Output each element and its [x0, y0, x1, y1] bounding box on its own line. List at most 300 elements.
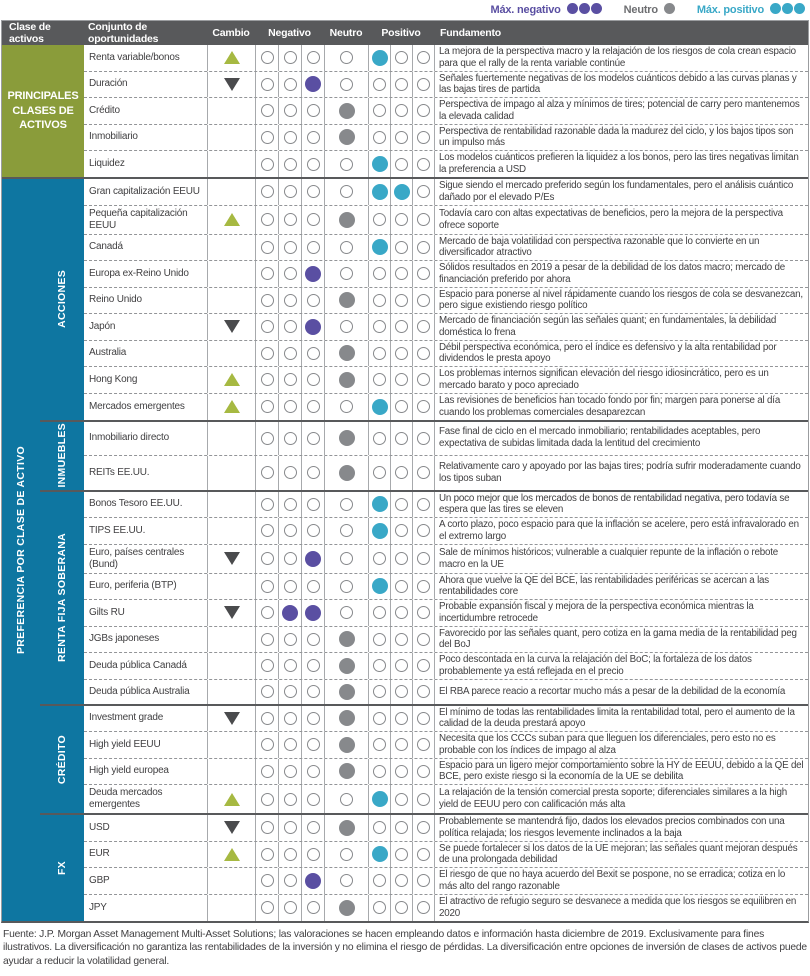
empty-rating-circle — [307, 373, 320, 386]
positive-rating-dot — [372, 184, 388, 200]
empty-rating-circle — [417, 633, 430, 646]
fx-band-label: FX — [56, 861, 68, 875]
neutral-rating-dot — [339, 103, 355, 119]
opportunity-label: Europa ex-Reino Unido — [84, 261, 207, 287]
empty-rating-circle — [395, 874, 408, 887]
preferencia-band-label: PREFERENCIA POR CLASE DE ACTIVO — [15, 446, 27, 654]
empty-rating-circle — [261, 848, 274, 861]
empty-rating-circle — [373, 131, 386, 144]
subgroup-band-fx — [40, 815, 84, 921]
header-negative: Negativo — [255, 27, 324, 39]
change-down-icon — [224, 320, 240, 333]
group-principales-clases — [2, 45, 808, 177]
table-row — [84, 706, 808, 733]
empty-rating-circle — [307, 848, 320, 861]
opportunity-label: Hong Kong — [84, 367, 207, 393]
table-row — [84, 125, 808, 152]
opportunity-label: Renta variable/bonos — [84, 45, 207, 71]
opportunity-label: High yield europea — [84, 759, 207, 785]
table-row — [84, 653, 808, 680]
empty-rating-circle — [284, 158, 297, 171]
empty-rating-circle — [340, 78, 353, 91]
empty-rating-circle — [284, 552, 297, 565]
empty-rating-circle — [261, 241, 274, 254]
table-row — [84, 518, 808, 545]
empty-rating-circle — [261, 104, 274, 117]
table-row — [84, 785, 808, 813]
empty-rating-circle — [417, 241, 430, 254]
change-up-icon — [224, 373, 240, 386]
neutral-rating-dot — [339, 900, 355, 916]
empty-rating-circle — [284, 373, 297, 386]
empty-rating-circle — [261, 347, 274, 360]
empty-rating-circle — [284, 51, 297, 64]
negative-rating-dot — [282, 605, 298, 621]
change-down-icon — [224, 712, 240, 725]
change-cell — [207, 868, 255, 894]
opportunity-label: Mercados emergentes — [84, 394, 207, 420]
empty-rating-circle — [284, 213, 297, 226]
empty-rating-circle — [373, 606, 386, 619]
empty-rating-circle — [417, 524, 430, 537]
source-footnote: Fuente: J.P. Morgan Asset Management Multi-Asset Solutions; las valoraciones se hacen empleando datos e información hasta diciembre de 2019. Exclusivamente para fines ilustrativos. La diversificación no garantiza las rentabilidades de la inversión y no elimina el riesgo de pérdidas. La diversificación entre opciones de inversión de clases de activos puede ayudar a reducir la volatilidad general. — [1, 923, 809, 976]
rationale-text: Un poco mejor que los mercados de bonos de rentabilidad negativa, pero todavía se espera que las tires se eleven — [434, 492, 808, 518]
empty-rating-circle — [340, 580, 353, 593]
empty-rating-circle — [395, 606, 408, 619]
positive-rating-dot — [372, 50, 388, 66]
empty-rating-circle — [307, 498, 320, 511]
opportunity-label: USD — [84, 815, 207, 841]
neutral-rating-dot — [339, 820, 355, 836]
empty-rating-circle — [261, 466, 274, 479]
empty-rating-circle — [417, 765, 430, 778]
change-cell — [207, 151, 255, 177]
neutral-dot-icon — [663, 3, 675, 17]
empty-rating-circle — [284, 498, 297, 511]
empty-rating-circle — [307, 765, 320, 778]
change-up-icon — [224, 848, 240, 861]
empty-rating-circle — [340, 51, 353, 64]
empty-rating-circle — [261, 213, 274, 226]
negative-rating-dot — [305, 551, 321, 567]
fx-rows — [84, 815, 808, 921]
empty-rating-circle — [284, 294, 297, 307]
change-cell — [207, 98, 255, 124]
rationale-text: Espacio para un ligero mejor comportamiento sobre la HY de EEUU, debido a la QE del BCE, pero existe riesgo si la economía de la UE se debilita — [434, 759, 808, 785]
empty-rating-circle — [340, 524, 353, 537]
empty-rating-circle — [340, 874, 353, 887]
table-row — [84, 492, 808, 519]
credito-rows — [84, 706, 808, 814]
empty-rating-circle — [417, 466, 430, 479]
empty-rating-circle — [417, 51, 430, 64]
change-up-icon — [224, 400, 240, 413]
empty-rating-circle — [284, 901, 297, 914]
opportunity-label: TIPS EE.UU. — [84, 518, 207, 544]
positive-rating-dot — [372, 523, 388, 539]
rationale-text: Se puede fortalecer si los datos de la UE mejoran; las señales quant mejoran después de una prolongada debilidad — [434, 842, 808, 868]
empty-rating-circle — [261, 267, 274, 280]
legend-neutral-label: Neutro — [624, 4, 658, 16]
empty-rating-circle — [417, 874, 430, 887]
empty-rating-circle — [284, 241, 297, 254]
empty-rating-circle — [307, 104, 320, 117]
empty-rating-circle — [261, 659, 274, 672]
negative-rating-dot — [305, 266, 321, 282]
header-positive: Positivo — [368, 27, 434, 39]
empty-rating-circle — [395, 712, 408, 725]
empty-rating-circle — [417, 158, 430, 171]
empty-rating-circle — [373, 78, 386, 91]
rationale-text: La mejora de la perspectiva macro y la relajación de los riesgos de cola crean espacio para que el rally de la renta variable continúe — [434, 45, 808, 71]
empty-rating-circle — [307, 524, 320, 537]
rationale-text: Probablemente se mantendrá fijo, dados los elevados precios combinados con una política relajada; los riesgos levemente inclinados a la baja — [434, 815, 808, 841]
table-row — [84, 545, 808, 574]
table-row — [84, 759, 808, 786]
table-row — [84, 868, 808, 895]
empty-rating-circle — [373, 267, 386, 280]
empty-rating-circle — [373, 213, 386, 226]
empty-rating-circle — [417, 432, 430, 445]
empty-rating-circle — [340, 158, 353, 171]
table-row — [84, 341, 808, 368]
positive-rating-dot — [394, 184, 410, 200]
rationale-text: Fase final de ciclo en el mercado inmobiliario; rentabilidades aceptables, pero expectativa de subidas limitada dada la lentitud del crecimiento — [434, 422, 808, 455]
neutral-rating-dot — [339, 763, 355, 779]
inmuebles-band-label: INMUEBLES — [56, 423, 68, 488]
neutral-rating-dot — [339, 372, 355, 388]
change-cell — [207, 545, 255, 573]
change-cell — [207, 815, 255, 841]
empty-rating-circle — [284, 347, 297, 360]
empty-rating-circle — [395, 78, 408, 91]
subgroup-band-credito — [40, 706, 84, 814]
empty-rating-circle — [307, 185, 320, 198]
change-down-icon — [224, 606, 240, 619]
opportunity-label: High yield EEUU — [84, 732, 207, 758]
inmuebles-rows — [84, 422, 808, 490]
empty-rating-circle — [284, 267, 297, 280]
empty-rating-circle — [261, 874, 274, 887]
subgroup-fx — [40, 813, 808, 921]
rationale-text: El mínimo de todas las rentabilidades limita la rentabilidad total, pero el aumento de la calidad de la deuda prestará apoyo — [434, 706, 808, 732]
change-cell — [207, 341, 255, 367]
empty-rating-circle — [261, 580, 274, 593]
empty-rating-circle — [373, 320, 386, 333]
empty-rating-circle — [284, 712, 297, 725]
empty-rating-circle — [261, 78, 274, 91]
empty-rating-circle — [373, 821, 386, 834]
change-cell — [207, 125, 255, 151]
rationale-text: Favorecido por las señales quant, pero cotiza en la gama media de la rentabilidad peg del BoJ — [434, 627, 808, 653]
empty-rating-circle — [261, 51, 274, 64]
empty-rating-circle — [373, 432, 386, 445]
empty-rating-circle — [284, 738, 297, 751]
opportunity-label: Euro, periferia (BTP) — [84, 574, 207, 600]
empty-rating-circle — [395, 241, 408, 254]
empty-rating-circle — [395, 633, 408, 646]
opportunity-label: Japón — [84, 314, 207, 340]
opportunity-label: GBP — [84, 868, 207, 894]
table-row — [84, 72, 808, 99]
opportunity-label: Deuda pública Australia — [84, 680, 207, 704]
change-cell — [207, 574, 255, 600]
empty-rating-circle — [261, 373, 274, 386]
table-row — [84, 367, 808, 394]
opportunity-label: Deuda mercados emergentes — [84, 785, 207, 813]
acciones-band-label: ACCIONES — [56, 270, 68, 328]
empty-rating-circle — [307, 131, 320, 144]
header-opportunity-set: Conjunto de oportunidades — [84, 21, 207, 45]
opportunity-label: Duración — [84, 72, 207, 98]
neutral-rating-dot — [339, 430, 355, 446]
opportunity-label: Canadá — [84, 235, 207, 261]
empty-rating-circle — [284, 685, 297, 698]
empty-rating-circle — [417, 294, 430, 307]
rationale-text: El riesgo de que no haya acuerdo del Bexit se pospone, no se erradica; cotiza en lo más alto del rango razonable — [434, 868, 808, 894]
opportunity-label: Deuda pública Canadá — [84, 653, 207, 679]
empty-rating-circle — [395, 765, 408, 778]
table-row — [84, 151, 808, 177]
opportunity-label: Inmobiliario directo — [84, 422, 207, 455]
empty-rating-circle — [395, 51, 408, 64]
empty-rating-circle — [395, 793, 408, 806]
empty-rating-circle — [373, 373, 386, 386]
neutral-rating-dot — [339, 129, 355, 145]
empty-rating-circle — [307, 432, 320, 445]
change-cell — [207, 842, 255, 868]
empty-rating-circle — [417, 267, 430, 280]
empty-rating-circle — [261, 765, 274, 778]
table-row — [84, 179, 808, 206]
change-cell — [207, 600, 255, 626]
empty-rating-circle — [284, 633, 297, 646]
empty-rating-circle — [395, 104, 408, 117]
empty-rating-circle — [395, 373, 408, 386]
rationale-text: Sigue siendo el mercado preferido según los fundamentales, pero el análisis cuántico dañado por el elevado P/Es — [434, 179, 808, 205]
change-cell — [207, 261, 255, 287]
header-rationale: Fundamento — [434, 27, 808, 39]
empty-rating-circle — [395, 347, 408, 360]
empty-rating-circle — [261, 712, 274, 725]
empty-rating-circle — [395, 685, 408, 698]
empty-rating-circle — [284, 793, 297, 806]
change-cell — [207, 785, 255, 813]
empty-rating-circle — [284, 580, 297, 593]
change-cell — [207, 235, 255, 261]
empty-rating-circle — [307, 51, 320, 64]
rationale-text: Poco descontada en la curva la relajación del BoC; la fortaleza de los datos probablemente ya está reflejada en el precio — [434, 653, 808, 679]
empty-rating-circle — [307, 158, 320, 171]
change-cell — [207, 759, 255, 785]
empty-rating-circle — [340, 606, 353, 619]
empty-rating-circle — [395, 580, 408, 593]
legend-max-positive-label: Máx. positivo — [697, 4, 764, 16]
empty-rating-circle — [395, 432, 408, 445]
positive-rating-dot — [372, 846, 388, 862]
empty-rating-circle — [373, 874, 386, 887]
subgroup-band-inmuebles — [40, 422, 84, 490]
empty-rating-circle — [417, 685, 430, 698]
empty-rating-circle — [395, 821, 408, 834]
subgroup-inmuebles — [40, 420, 808, 490]
negative-rating-dot — [305, 873, 321, 889]
table-row — [84, 422, 808, 456]
change-cell — [207, 394, 255, 420]
opportunity-label: Bonos Tesoro EE.UU. — [84, 492, 207, 518]
principales-rows — [84, 45, 808, 177]
empty-rating-circle — [284, 466, 297, 479]
rationale-text: Los problemas internos significan elevación del riesgo idiosincrático, pero es un mercado barato y poco apreciado — [434, 367, 808, 393]
empty-rating-circle — [373, 466, 386, 479]
empty-rating-circle — [417, 104, 430, 117]
empty-rating-circle — [284, 78, 297, 91]
empty-rating-circle — [417, 498, 430, 511]
empty-rating-circle — [417, 712, 430, 725]
empty-rating-circle — [340, 320, 353, 333]
change-down-icon — [224, 78, 240, 91]
rationale-text: Espacio para ponerse al nivel rápidamente cuando los riesgos de cola se desvanezcan, pero sigue existiendo riesgo político — [434, 288, 808, 314]
opportunity-label: REITs EE.UU. — [84, 456, 207, 490]
empty-rating-circle — [307, 213, 320, 226]
table-row — [84, 314, 808, 341]
negative-rating-dot — [305, 76, 321, 92]
empty-rating-circle — [284, 659, 297, 672]
empty-rating-circle — [261, 633, 274, 646]
change-up-icon — [224, 213, 240, 226]
empty-rating-circle — [284, 432, 297, 445]
empty-rating-circle — [307, 659, 320, 672]
empty-rating-circle — [395, 400, 408, 413]
empty-rating-circle — [373, 294, 386, 307]
empty-rating-circle — [284, 185, 297, 198]
rationale-text: Señales fuertemente negativas de los modelos cuánticos debido a las curvas planas y las bajas tires de partida — [434, 72, 808, 98]
empty-rating-circle — [307, 294, 320, 307]
subgroup-band-renta-fija — [40, 492, 84, 704]
empty-rating-circle — [261, 793, 274, 806]
header-asset-class: Clase de activos — [2, 21, 84, 45]
change-up-icon — [224, 793, 240, 806]
empty-rating-circle — [395, 320, 408, 333]
empty-rating-circle — [261, 158, 274, 171]
empty-rating-circle — [307, 738, 320, 751]
table-row — [84, 235, 808, 262]
table-row — [84, 680, 808, 704]
positive-rating-dot — [372, 791, 388, 807]
empty-rating-circle — [373, 738, 386, 751]
table-header-row — [2, 21, 808, 45]
empty-rating-circle — [417, 821, 430, 834]
change-cell — [207, 456, 255, 490]
empty-rating-circle — [307, 466, 320, 479]
header-change: Cambio — [207, 27, 255, 39]
empty-rating-circle — [284, 848, 297, 861]
change-cell — [207, 72, 255, 98]
table-row — [84, 98, 808, 125]
empty-rating-circle — [340, 848, 353, 861]
opportunity-label: Inmobiliario — [84, 125, 207, 151]
empty-rating-circle — [395, 552, 408, 565]
neutral-rating-dot — [339, 684, 355, 700]
rationale-text: A corto plazo, poco espacio para que la inflación se acelere, pero está infravalorado en el extremo largo — [434, 518, 808, 544]
empty-rating-circle — [284, 131, 297, 144]
neutral-rating-dot — [339, 292, 355, 308]
change-up-icon — [224, 51, 240, 64]
empty-rating-circle — [261, 821, 274, 834]
change-cell — [207, 367, 255, 393]
empty-rating-circle — [417, 848, 430, 861]
empty-rating-circle — [261, 294, 274, 307]
empty-rating-circle — [307, 400, 320, 413]
rationale-text: Necesita que los CCCs suban para que lleguen los diferenciales, pero esto no es probable con los índices de impago al alza — [434, 732, 808, 758]
empty-rating-circle — [307, 901, 320, 914]
empty-rating-circle — [261, 524, 274, 537]
change-cell — [207, 653, 255, 679]
empty-rating-circle — [373, 659, 386, 672]
rationale-text: Probable expansión fiscal y mejora de la perspectiva económica mientras la incertidumbre retrocede — [434, 600, 808, 626]
empty-rating-circle — [261, 606, 274, 619]
opportunity-label: EUR — [84, 842, 207, 868]
empty-rating-circle — [417, 552, 430, 565]
rationale-text: Las revisiones de beneficios han tocado fondo por fin; margen para ponerse al día cuando los problemas comerciales desaparezcan — [434, 394, 808, 420]
opportunity-label: Gran capitalización EEUU — [84, 179, 207, 205]
neutral-rating-dot — [339, 737, 355, 753]
table-row — [84, 394, 808, 420]
empty-rating-circle — [307, 685, 320, 698]
empty-rating-circle — [284, 104, 297, 117]
change-cell — [207, 706, 255, 732]
empty-rating-circle — [395, 901, 408, 914]
empty-rating-circle — [417, 793, 430, 806]
empty-rating-circle — [340, 498, 353, 511]
change-cell — [207, 518, 255, 544]
neutral-rating-dot — [339, 465, 355, 481]
empty-rating-circle — [417, 185, 430, 198]
rationale-text: Mercado de baja volatilidad con perspectiva razonable que lo convierte en un diversificador atractivo — [434, 235, 808, 261]
empty-rating-circle — [417, 606, 430, 619]
empty-rating-circle — [307, 347, 320, 360]
empty-rating-circle — [395, 294, 408, 307]
empty-rating-circle — [340, 400, 353, 413]
empty-rating-circle — [284, 400, 297, 413]
empty-rating-circle — [373, 901, 386, 914]
change-cell — [207, 732, 255, 758]
neutral-rating-dot — [339, 212, 355, 228]
empty-rating-circle — [307, 793, 320, 806]
empty-rating-circle — [395, 131, 408, 144]
empty-rating-circle — [307, 580, 320, 593]
neutral-rating-dot — [339, 710, 355, 726]
rationale-text: Sale de mínimos históricos; vulnerable a cualquier repunte de la inflación o rebote macro en la UE — [434, 545, 808, 573]
empty-rating-circle — [373, 685, 386, 698]
renta-fija-band-label: RENTA FIJA SOBERANA — [56, 533, 68, 662]
change-down-icon — [224, 552, 240, 565]
empty-rating-circle — [417, 320, 430, 333]
empty-rating-circle — [261, 552, 274, 565]
opportunity-label: Crédito — [84, 98, 207, 124]
credito-band-label: CRÉDITO — [56, 735, 68, 784]
subgroup-renta-fija-soberana — [40, 490, 808, 704]
legend-max-negative-label: Máx. negativo — [491, 4, 561, 16]
subgroup-credito — [40, 704, 808, 814]
empty-rating-circle — [261, 498, 274, 511]
neutral-rating-dot — [339, 345, 355, 361]
empty-rating-circle — [284, 524, 297, 537]
opportunity-label: Liquidez — [84, 151, 207, 177]
empty-rating-circle — [373, 552, 386, 565]
opportunity-label: Reino Unido — [84, 288, 207, 314]
table-row — [84, 574, 808, 601]
